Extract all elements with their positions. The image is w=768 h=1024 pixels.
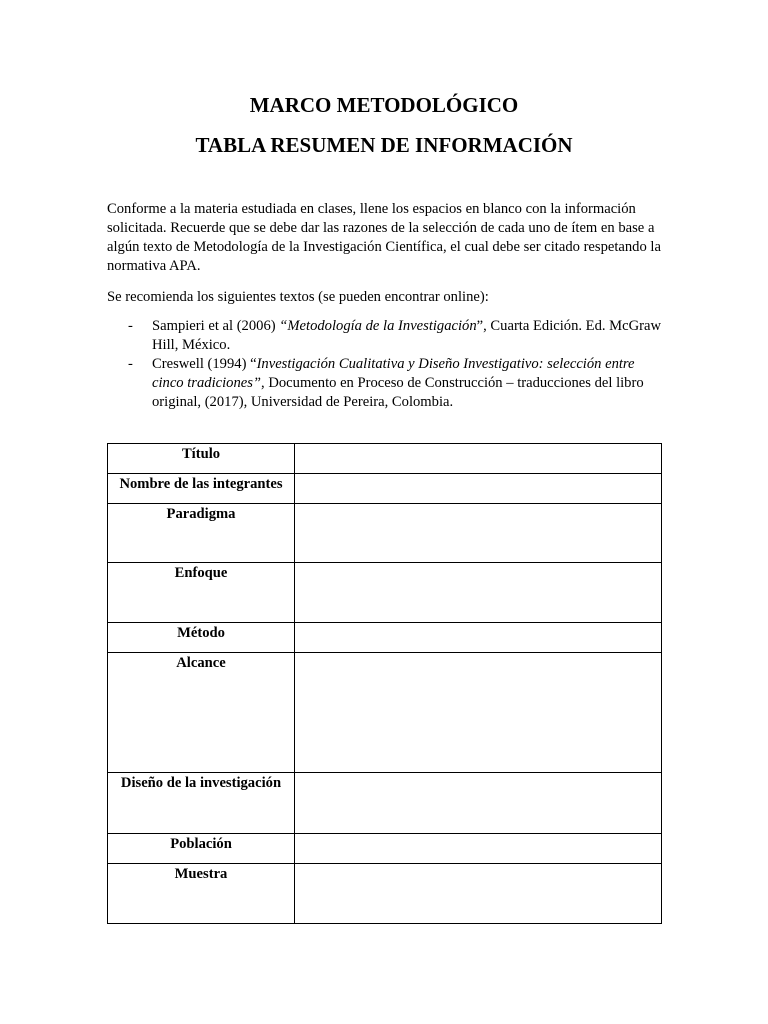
field-titulo[interactable] <box>295 444 662 474</box>
table-row <box>108 474 662 504</box>
row-label-enfoque: Enfoque <box>108 563 295 623</box>
row-label-diseno: Diseño de la investigación <box>108 773 295 834</box>
table-row <box>108 773 662 834</box>
row-label-metodo: Método <box>108 623 295 653</box>
row-label-paradigma: Paradigma <box>108 504 295 563</box>
table-row <box>108 444 662 474</box>
table-row <box>108 864 662 924</box>
row-label-alcance: Alcance <box>108 653 295 773</box>
field-paradigma[interactable] <box>295 504 662 563</box>
table-row <box>108 623 662 653</box>
reference-item <box>107 317 667 355</box>
document-title: MARCO METODOLÓGICO <box>249 93 519 117</box>
instructions-paragraph: Conforme a la materia estudiada en clases, llene los espacios en blanco con la información solicitada. Recuerde que se debe dar las razones de la selección de cada uno de ítem en base a algún texto de Metodología de la Investigación Científica, el cual debe ser citado respetando la normativa APA. <box>107 201 661 274</box>
reference-item <box>107 355 667 412</box>
table-row <box>108 504 662 563</box>
recommendation-paragraph: Se recomienda los siguientes textos (se pueden encontrar online): <box>107 289 489 305</box>
table-row <box>108 653 662 773</box>
list-bullet: - <box>128 318 133 334</box>
field-muestra[interactable] <box>295 864 662 924</box>
field-poblacion[interactable] <box>295 834 662 864</box>
list-bullet: - <box>128 356 133 372</box>
field-alcance[interactable] <box>295 653 662 773</box>
reference-author: Creswell (1994) “ <box>152 356 257 372</box>
document-subtitle: TABLA RESUMEN DE INFORMACIÓN <box>195 133 573 157</box>
row-label-muestra: Muestra <box>108 864 295 924</box>
reference-details: ”, Cuarta Edición. Ed. McGraw Hill, México. <box>152 318 662 353</box>
reference-title: Investigación Cualitativa y Diseño Investigativo: selección entre cinco tradiciones” <box>152 356 635 391</box>
reference-title: “Metodología de la Investigación <box>279 318 477 334</box>
table-row <box>108 834 662 864</box>
reference-list <box>107 317 667 412</box>
table-row <box>108 563 662 623</box>
field-integrantes[interactable] <box>295 474 662 504</box>
row-label-poblacion: Población <box>108 834 295 864</box>
summary-table <box>107 443 662 924</box>
reference-details: , Documento en Proceso de Construcción – traducciones del libro original, (2017), Universidad de Pereira, Colombia. <box>152 375 644 410</box>
reference-author: Sampieri et al (2006) <box>152 318 280 334</box>
row-label-titulo: Título <box>108 444 295 474</box>
field-diseno[interactable] <box>295 773 662 834</box>
row-label-integrantes: Nombre de las integrantes <box>108 474 295 504</box>
field-metodo[interactable] <box>295 623 662 653</box>
field-enfoque[interactable] <box>295 563 662 623</box>
